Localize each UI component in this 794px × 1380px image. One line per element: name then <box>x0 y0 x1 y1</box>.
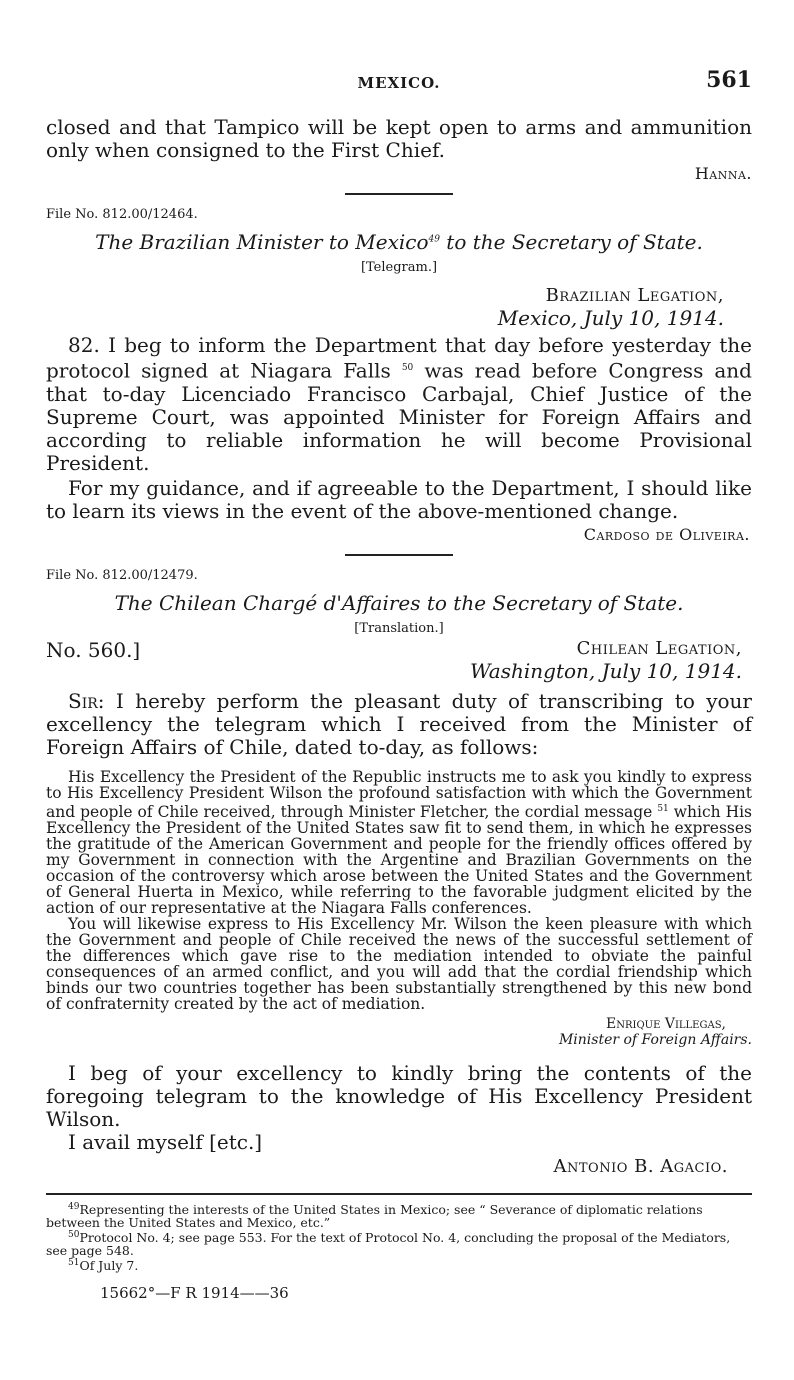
quote-signer: Enrique Villegas, <box>606 1015 726 1032</box>
signature-hanna: Hanna. <box>694 164 752 183</box>
date-line: Washington, July 10, 1914. <box>469 658 742 683</box>
document-type: [Translation.] <box>354 620 444 636</box>
section-divider <box>345 554 453 556</box>
footnote: $^{49}$Representing the interests of the United States in Mexico; see “ Severance of diplomatic relations between the United States and Mexico, etc.” <box>46 1201 703 1230</box>
section-divider <box>345 193 453 195</box>
footnotes <box>46 1201 752 1272</box>
footnote-ref: 49 <box>428 234 440 245</box>
quote-signer-title: Minister of Foreign Affairs. <box>558 1031 752 1048</box>
running-head <box>46 62 752 102</box>
place-line: Chilean Legation, <box>576 637 742 659</box>
footnote: $^{51}$Of July 7. <box>68 1258 139 1274</box>
salutation: Sir: <box>68 688 105 713</box>
footnote-rule <box>46 1193 752 1195</box>
page-number: 561 <box>706 67 752 93</box>
signature-agacio: Antonio B. Agacio. <box>553 1155 728 1177</box>
footnote: $^{50}$Protocol No. 4; see page 553. For the text of Protocol No. 4, concluding the proposal of the Mediators, see page 548. <box>46 1229 731 1259</box>
dateline <box>46 638 752 684</box>
place-line: Brazilian Legation, <box>545 285 724 306</box>
printer-line: 15662°—F R 1914——36 <box>100 1284 289 1303</box>
document-heading: The Brazilian Minister to Mexico$^{49}$ to the Secretary of State. <box>95 230 703 254</box>
continuation-text: closed and that Tampico will be kept open to arms and ammunition only when consigned to the First Chief. <box>46 115 752 162</box>
document-type: [Telegram.] <box>360 260 438 275</box>
document-number: No. 560.] <box>46 637 141 662</box>
running-head-title: MEXICO. <box>357 74 441 92</box>
file-number: File No. 812.00/12464. <box>46 207 198 222</box>
document-page <box>46 62 752 1302</box>
dateline <box>46 285 752 330</box>
paragraph: I avail myself [etc.] <box>68 1129 263 1154</box>
quoted-telegram-paragraph: His Excellency the President of the Republic instructs me to ask you kindly to express to His Excellency President Wilson the profound satisfaction with which the Government and people of Chile received, through Minister Fletcher, the cordial message $^{51}$ which His Excellency the President of the United States saw fit to send them, in which he expresses the gratitude of the American Government and people for the friendly offices offered by my Government in connection with the Argentine and Brazilian Governments on the occasion of the controversy which arose between the United States and the Government of General Huerta in Mexico, while referring to the favorable judgment elicited by the action of our representative at the Niagara Falls conferences. <box>46 767 753 917</box>
file-number: File No. 812.00/12479. <box>46 567 198 583</box>
paragraph: 82. I beg to inform the Department that day before yesterday the protocol signed at Niagara Falls $^{50}$ was read before Congress and that to-day Licenciado Francisco Carbajal, Chief Justice of the Supreme Court, was appointed Minister for Foreign Affairs and according to reliable information he will become Provisional President. <box>46 333 752 475</box>
quoted-telegram-paragraph: You will likewise express to His Excellency Mr. Wilson the keen pleasure with which the Government and people of Chile received the news of the successful settlement of the differences which gave rise to the mediation intended to obviate the painful consequences of an armed conflict, and you will add that the cordial friendship which binds our two countries together has been substantially strengthened by this new bond of confraternity created by the act of mediation. <box>46 914 752 1013</box>
date-line: Mexico, July 10, 1914. <box>497 306 724 330</box>
footnote-ref: 51 <box>657 803 669 814</box>
footnote-ref: 50 <box>401 363 414 373</box>
paragraph: I beg of your excellency to kindly bring the contents of the foregoing telegram to the knowledge of His Excellency President Wilson. <box>46 1060 752 1131</box>
quote-signature <box>46 1016 752 1032</box>
document-heading: The Chilean Chargé d'Affaires to the Secretary of State. <box>114 590 684 615</box>
signature-cardoso: Cardoso de Oliveira. <box>583 524 750 544</box>
paragraph: Sir: I hereby perform the pleasant duty of transcribing to your excellency the telegram which I received from the Minister of Foreign Affairs of Chile, dated to-day, as follows: <box>46 688 752 759</box>
paragraph: For my guidance, and if agreeable to the Department, I should like to learn its views in the event of the above-mentioned change. <box>46 475 752 523</box>
